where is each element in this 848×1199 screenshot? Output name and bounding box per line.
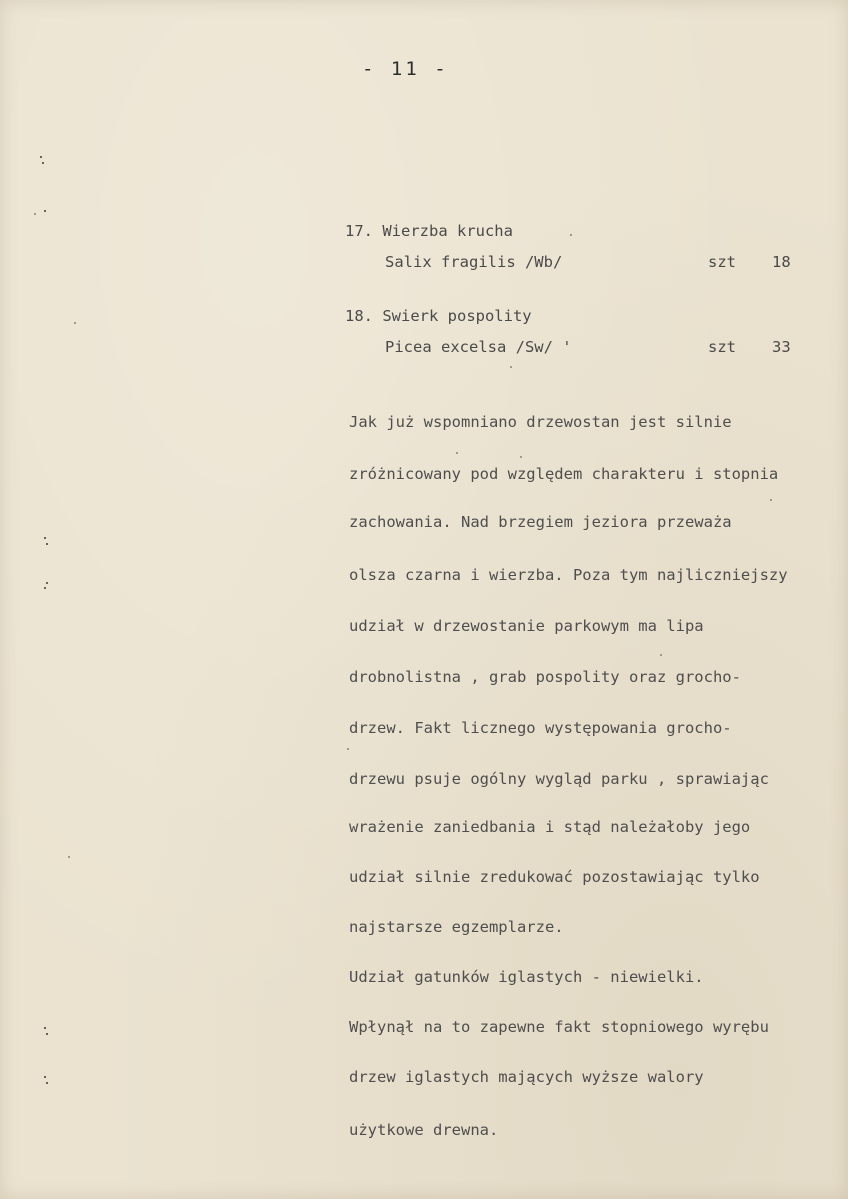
- species-17-latin: Salix fragilis /Wb/: [385, 253, 563, 271]
- species-18-count: 33: [772, 338, 791, 356]
- paragraph-line: Jak już wspomniano drzewostan jest silnie: [349, 413, 732, 431]
- paragraph-line: Wpłynął na to zapewne fakt stopniowego wyrębu: [349, 1018, 769, 1036]
- paragraph-line: udział silnie zredukować pozostawiając tylko: [349, 868, 760, 886]
- species-18-latin: Picea excelsa /Sw/ ': [385, 338, 572, 356]
- paragraph-line: udział w drzewostanie parkowym ma lipa: [349, 617, 704, 635]
- paragraph-line: drzew iglastych mających wyższe walory: [349, 1068, 704, 1086]
- species-17-count: 18: [772, 253, 791, 271]
- paragraph-line: najstarsze egzemplarze.: [349, 918, 564, 936]
- species-17-name: 17. Wierzba krucha: [345, 222, 513, 240]
- paragraph-line: zróżnicowany pod względem charakteru i stopnia: [349, 465, 779, 483]
- paragraph-line: drzewu psuje ogólny wygląd parku , sprawiając: [349, 770, 769, 788]
- paragraph-line: wrażenie zaniedbania i stąd należałoby jego: [349, 818, 751, 836]
- paragraph-line: zachowania. Nad brzegiem jeziora przeważa: [349, 513, 732, 531]
- species-18-unit: szt: [708, 338, 736, 356]
- paragraph-line: użytkowe drewna.: [349, 1121, 499, 1139]
- species-17-unit: szt: [708, 253, 736, 271]
- paragraph-line: Udział gatunków iglastych - niewielki.: [349, 968, 704, 986]
- paragraph-line: drobnolistna , grab pospolity oraz grocho-: [349, 668, 741, 686]
- species-18-name: 18. Swierk pospolity: [345, 307, 532, 325]
- paragraph-line: olsza czarna i wierzba. Poza tym najliczniejszy: [349, 566, 788, 584]
- paragraph-line: drzew. Fakt licznego występowania grocho-: [349, 719, 732, 737]
- page-number: - 11 -: [362, 58, 449, 80]
